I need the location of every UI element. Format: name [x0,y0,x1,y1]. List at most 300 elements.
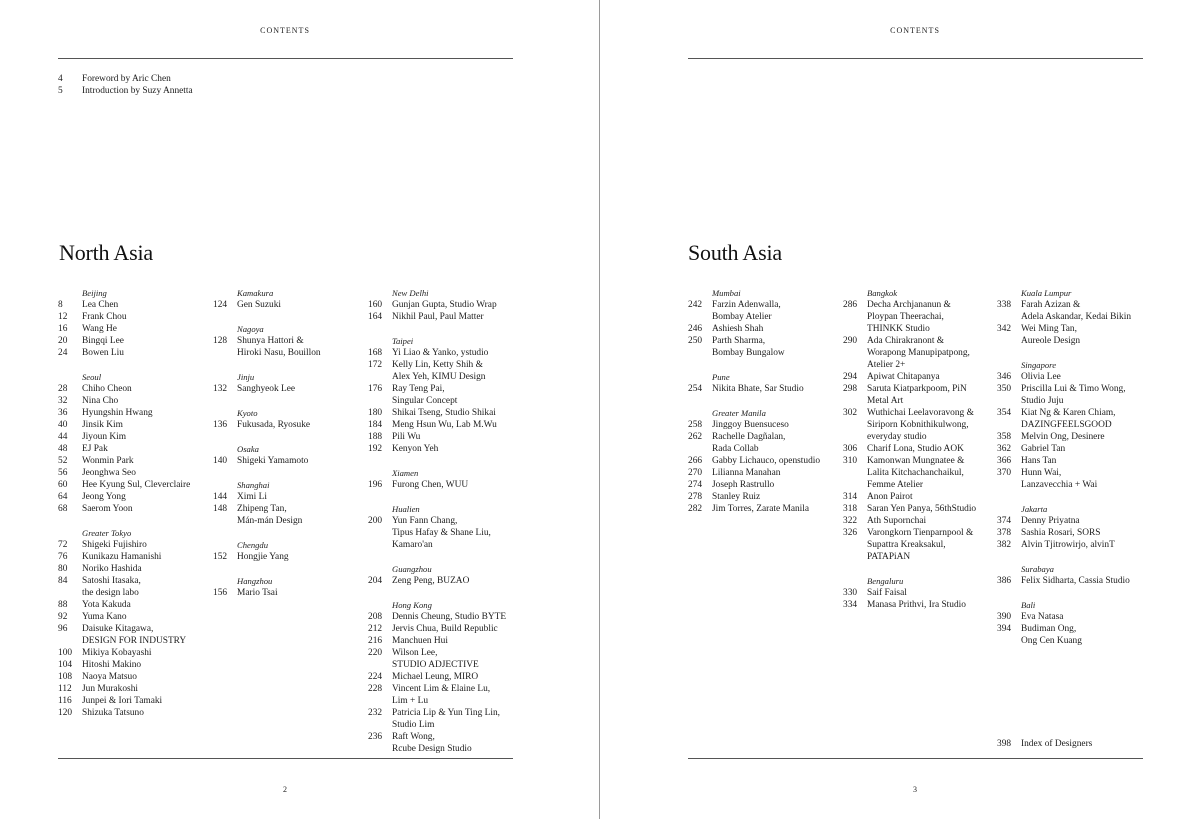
entry-name-line: Ray Teng Pai, [392,384,445,394]
entry-names [712,479,774,491]
toc-entry [58,443,190,455]
entry-names [82,695,162,707]
entry-names [1021,611,1063,623]
toc-entry [368,311,506,323]
entry-names [237,383,295,395]
toc-entry [213,419,321,431]
toc-entry [213,551,321,563]
entry-name-line: Foreword by Aric Chen [82,74,171,84]
toc-entry [997,527,1131,539]
entry-page-number: 88 [58,600,68,610]
entry-page-number: 108 [58,672,73,682]
entry-name-line: Index of Designers [1021,739,1093,749]
entry-names [392,683,490,707]
entry-name-line: Ashiesh Shah [712,324,764,334]
entry-page-number: 350 [997,384,1012,394]
entry-names [1021,455,1056,467]
entry-page-number: 346 [997,372,1012,382]
entry-name-line: Meng Hsun Wu, Lab M.Wu [392,420,497,430]
entry-name-line: DAZINGFEELSGOOD [1021,420,1112,430]
city-heading: Surabaya [1021,564,1054,574]
entry-name-line: Hiroki Nasu, Bouillon [237,348,321,358]
section-title: North Asia [59,240,153,265]
entry-page-number: 12 [58,312,68,322]
toc-entry [58,311,190,323]
entry-name-line: Singular Concept [392,396,458,406]
city-heading: Mumbai [712,288,741,298]
entry-page-number: 250 [688,336,703,346]
entry-page-number: 84 [58,576,68,586]
entry-name-line: Saerom Yoon [82,504,133,514]
entry-page-number: 132 [213,384,228,394]
toc-entry [58,431,190,443]
entry-page-number: 36 [58,408,68,418]
entry-page-number: 306 [843,444,858,454]
toc-entry [58,707,190,719]
entry-names [82,659,141,671]
entry-name-line: the design labo [82,588,139,598]
entry-name-line: Ximi Li [237,492,267,502]
entry-page-number: 24 [58,348,68,358]
city-group [368,467,506,491]
entry-names [237,299,281,311]
entry-name-line: Adela Askandar, Kedai Bikin [1021,312,1132,322]
entry-name-line: Ong Cen Kuang [1021,636,1082,646]
city-heading: Bali [1021,600,1036,610]
entry-names [867,587,907,599]
entry-name-line: Hans Tan [1021,456,1057,466]
city-heading: Greater Tokyo [82,528,132,538]
entry-name-line: Mikiya Kobayashi [82,648,152,658]
entry-name-line: Shizuka Tatsuno [82,708,144,718]
toc-entry [997,431,1131,443]
toc-column [997,287,1131,647]
toc-entry [368,443,506,455]
toc-entry [58,479,190,491]
entry-page-number: 124 [213,300,228,310]
entry-name-line: Ath Supornchai [867,516,927,526]
toc-entry [58,407,190,419]
entry-name-line: Farah Azizan & [1021,300,1081,310]
page-number: 3 [913,785,917,794]
entry-page-number: 208 [368,612,383,622]
entry-name-line: Farzin Adenwalla, [712,300,781,310]
entry-name-line: Furong Chen, WUU [392,480,469,490]
toc-entry [213,455,321,467]
entry-name-line: Shigeki Fujishiro [82,540,147,550]
entry-name-line: Shigeki Yamamoto [237,456,309,466]
toc-entry [997,371,1131,383]
toc-entry [58,383,190,395]
entry-name-line: Daisuke Kitagawa, [82,624,154,634]
entry-name-line: Sashia Rosari, SORS [1021,528,1101,538]
city-heading: Seoul [82,372,102,382]
toc-entry [58,395,190,407]
toc-entry [368,299,506,311]
city-heading: Xiamen [392,468,419,478]
entry-names [392,671,478,683]
toc-entry [688,431,820,455]
entry-name-line: Hitoshi Makino [82,660,142,670]
entry-name-line: Siriporn Kobnithikulwong, [867,420,969,430]
toc-entry [58,419,190,431]
entry-names [392,635,448,647]
entry-name-line: Supattra Kreaksakul, [867,540,946,550]
entry-names [392,707,500,731]
city-group [213,371,321,395]
entry-names [867,371,940,383]
entry-name-line: Hongjie Yang [237,552,289,562]
city-heading: Jakarta [1021,504,1048,514]
city-group [368,335,506,455]
entry-names [712,323,763,335]
city-group [688,287,820,359]
entry-names [82,491,126,503]
toc-column [688,287,820,515]
entry-name-line: Jervis Chua, Build Republic [392,624,498,634]
entry-name-line: Gabriel Tan [1021,444,1066,454]
entry-name-line: Kelly Lin, Ketty Shih & [392,360,483,370]
city-group [688,371,820,395]
entry-name-line: Jinggoy Buensuceso [712,420,789,430]
entry-page-number: 20 [58,336,68,346]
toc-entry [688,383,820,395]
entry-names [712,491,760,503]
entry-page-number: 242 [688,300,703,310]
entry-page-number: 64 [58,492,68,502]
toc-entry [843,455,976,491]
toc-entry [997,611,1131,623]
toc-entry [997,407,1131,431]
entry-page-number: 68 [58,504,68,514]
entry-name-line: Wang He [82,324,117,334]
entry-name-line: Lilianna Manahan [712,468,781,478]
entry-name-line: Wilson Lee, [392,648,438,658]
toc-entry [368,623,506,635]
entry-names [82,599,131,611]
entry-names [82,551,161,563]
entry-names [867,599,966,611]
entry-name-line: THINKK Studio [867,324,930,334]
entry-name-line: Charif Lona, Studio AOK [867,444,964,454]
toc-entry [997,539,1131,551]
entry-page-number: 156 [213,588,228,598]
entry-name-line: Atelier 2+ [867,360,906,370]
city-group [213,539,321,563]
entry-name-line: Metal Art [867,396,904,406]
entry-name-line: EJ Pak [82,444,108,454]
entry-names [867,455,964,491]
toc-column [843,287,976,611]
entry-names [1021,371,1061,383]
entry-name-line: Mario Tsai [237,588,278,598]
entry-page-number: 282 [688,504,703,514]
entry-name-line: Felix Sidharta, Cassia Studio [1021,576,1130,586]
toc-entry [688,335,820,359]
entry-page-number: 16 [58,324,68,334]
entry-names [82,575,141,599]
entry-names [1021,527,1100,539]
entry-name-line: Kiat Ng & Karen Chiam, [1021,408,1116,418]
entry-page-number: 128 [213,336,228,346]
toc-entry [58,683,190,695]
entry-name-line: everyday studio [867,432,927,442]
entry-page-number: 270 [688,468,703,478]
city-heading: Jinju [237,372,255,382]
entry-names [867,407,974,443]
city-heading: Chengdu [237,540,269,550]
entry-page-number: 52 [58,456,68,466]
entry-page-number: 362 [997,444,1012,454]
entry-name-line: Saran Yen Panya, 56thStudio [867,504,977,514]
toc-entry [58,85,193,97]
entry-names [392,443,438,455]
toc-column [58,287,190,719]
entry-name-line: Zhipeng Tan, [237,504,287,514]
entry-names [392,647,479,671]
entry-page-number: 4 [58,74,63,84]
entry-names [1021,323,1080,347]
entry-page-number: 232 [368,708,383,718]
entry-name-line: Jun Murakoshi [82,684,138,694]
city-group [58,371,190,515]
city-heading: Singapore [1021,360,1057,370]
entry-name-line: Kunikazu Hamanishi [82,552,162,562]
toc-entry [368,647,506,671]
toc-entry [58,491,190,503]
entry-page-number: 220 [368,648,383,658]
top-rule [58,58,513,59]
entry-names [392,431,420,443]
toc-entry [368,359,506,383]
entry-page-number: 246 [688,324,703,334]
entry-page-number: 60 [58,480,68,490]
toc-entry [58,647,190,659]
entry-name-line: Jeonghwa Seo [82,468,136,478]
entry-names [82,647,152,659]
section-title: South Asia [688,240,782,265]
right-page [600,0,1200,819]
entry-page-number: 366 [997,456,1012,466]
city-heading: Bangkok [867,288,898,298]
city-group [213,287,321,311]
toc-entry [58,671,190,683]
entry-page-number: 188 [368,432,383,442]
entry-name-line: DESIGN FOR INDUSTRY [82,636,187,646]
entry-names [237,587,278,599]
toc-entry [688,455,820,467]
city-group [997,563,1131,587]
running-head: CONTENTS [890,26,940,35]
entry-page-number: 48 [58,444,68,454]
entry-page-number: 354 [997,408,1012,418]
entry-name-line: Wei Ming Tan, [1021,324,1077,334]
entry-name-line: Gunjan Gupta, Studio Wrap [392,300,497,310]
entry-page-number: 334 [843,600,858,610]
entry-name-line: Saruta Kiatparkpoom, PiN [867,384,967,394]
entry-name-line: Parth Sharma, [712,336,766,346]
entry-page-number: 382 [997,540,1012,550]
entry-page-number: 5 [58,86,63,96]
entry-name-line: Nikita Bhate, Sar Studio [712,384,804,394]
toc-entry [58,623,190,647]
toc-entry [368,635,506,647]
city-heading: Osaka [237,444,259,454]
entry-name-line: Wonmin Park [82,456,134,466]
entry-names [392,575,469,587]
entry-names [867,383,967,407]
city-group [213,443,321,467]
entry-name-line: Frank Chou [82,312,127,322]
toc-entry [58,335,190,347]
entry-name-line: Apiwat Chitapanya [867,372,940,382]
toc-entry [843,527,976,563]
toc-entry [843,599,976,611]
entry-page-number: 32 [58,396,68,406]
bottom-rule [58,758,513,759]
entry-names [1021,467,1097,491]
entry-names [1021,515,1080,527]
entry-names [712,299,781,323]
entry-page-number: 358 [997,432,1012,442]
entry-page-number: 258 [688,420,703,430]
front-matter-list [58,73,193,97]
city-group [213,407,321,431]
entry-page-number: 278 [688,492,703,502]
entry-page-number: 398 [997,739,1012,749]
entry-names [82,671,137,683]
entry-name-line: Vincent Lim & Elaine Lu, [392,684,491,694]
entry-names [712,335,785,359]
entry-page-number: 80 [58,564,68,574]
entry-names [82,311,127,323]
toc-entry [368,479,506,491]
entry-name-line: Jeong Yong [82,492,126,502]
entry-name-line: Mán-mán Design [237,516,303,526]
entry-name-line: Gen Suzuki [237,300,282,310]
entry-names [1021,539,1115,551]
entry-name-line: PATAPiAN [867,552,911,562]
entry-page-number: 196 [368,480,383,490]
entry-page-number: 152 [213,552,228,562]
entry-page-number: 28 [58,384,68,394]
entry-name-line: Yi Liao & Yanko, ystudio [392,348,489,358]
toc-entry [368,731,506,755]
entry-names [392,383,457,407]
entry-names [82,85,193,97]
entry-name-line: Manasa Prithvi, Ira Studio [867,600,966,610]
toc-entry [843,383,976,407]
entry-name-line: Zeng Peng, BUZAO [392,576,470,586]
city-heading: Nagoya [237,324,264,334]
entry-name-line: Fukusada, Ryosuke [237,420,311,430]
page-number: 2 [283,785,287,794]
entry-name-line: Gabby Lichauco, openstudio [712,456,821,466]
entry-name-line: Yun Fann Chang, [392,516,458,526]
entry-name-line: Noriko Hashida [82,564,142,574]
city-heading: Beijing [82,288,107,298]
entry-page-number: 386 [997,576,1012,586]
entry-page-number: 262 [688,432,703,442]
entry-page-number: 116 [58,696,72,706]
entry-names [82,623,186,647]
toc-entry [997,467,1131,491]
entry-page-number: 254 [688,384,703,394]
entry-page-number: 204 [368,576,383,586]
entry-name-line: STUDIO ADJECTIVE [392,660,479,670]
index-entry [997,738,1092,750]
entry-name-line: Worapong Manupipatpong, [867,348,970,358]
entry-name-line: Nikhil Paul, Paul Matter [392,312,484,322]
entry-page-number: 290 [843,336,858,346]
toc-entry [688,323,820,335]
toc-entry [368,671,506,683]
toc-column [368,287,506,755]
entry-page-number: 44 [58,432,68,442]
toc-entry [58,539,190,551]
entry-page-number: 310 [843,456,858,466]
entry-name-line: Tipus Hafay & Shane Liu, [392,528,491,538]
entry-name-line: Rachelle Dagñalan, [712,432,786,442]
entry-names [82,683,138,695]
entry-name-line: Patricia Lip & Yun Ting Lin, [392,708,500,718]
entry-names [82,383,132,395]
entry-name-line: Shunya Hattori & [237,336,304,346]
toc-entry [58,563,190,575]
entry-page-number: 148 [213,504,228,514]
entry-names [237,491,267,503]
toc-entry [843,515,976,527]
entry-name-line: Ada Chirakranont & [867,336,945,346]
entry-page-number: 390 [997,612,1012,622]
entry-name-line: Varongkorn Tienparnpool & [867,528,974,538]
toc-entry [688,467,820,479]
toc-entry [213,491,321,503]
entry-names [82,395,118,407]
entry-names [1021,443,1065,455]
entry-names [867,527,973,563]
city-group [843,287,976,563]
entry-names [392,347,488,359]
entry-page-number: 144 [213,492,228,502]
city-group [997,359,1131,491]
toc-entry [997,515,1131,527]
entry-names [82,707,144,719]
city-group [58,287,190,359]
entry-name-line: Pili Wu [392,432,421,442]
toc-entry [368,575,506,587]
entry-page-number: 378 [997,528,1012,538]
toc-entry [58,659,190,671]
entry-names [237,419,310,431]
entry-name-line: Joseph Rastrullo [712,480,775,490]
entry-page-number: 8 [58,300,63,310]
entry-page-number: 100 [58,648,73,658]
toc-entry [58,347,190,359]
entry-page-number: 236 [368,732,383,742]
entry-page-number: 342 [997,324,1012,334]
toc-entry [997,623,1131,647]
entry-names [82,407,153,419]
entry-names [82,431,126,443]
entry-page-number: 184 [368,420,383,430]
entry-page-number: 72 [58,540,68,550]
entry-names [82,467,136,479]
entry-names [712,419,789,431]
entry-names [392,311,484,323]
toc-entry [58,455,190,467]
city-heading: Guangzhou [392,564,432,574]
